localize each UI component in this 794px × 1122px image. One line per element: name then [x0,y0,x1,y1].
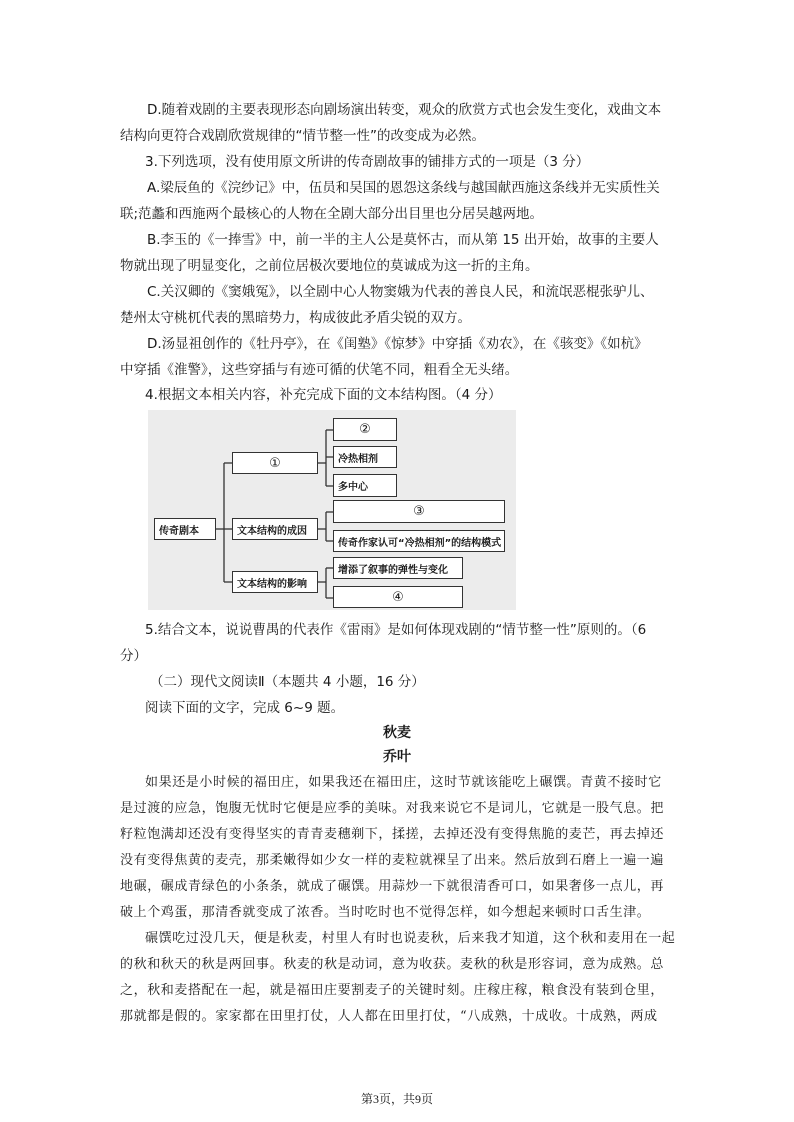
section-2-heading: （二）现代文阅读Ⅱ（本题共 4 小题，16 分） [150,674,425,690]
essay-p1-line-6: 破上个鸡蛋，那清香就变成了浓香。当时吃时也不觉得怎样，如今想起来顿时口舌生津。 [120,905,651,920]
essay-p1-line-1: 如果还是小时候的福田庄，如果我还在福田庄，这时节就该能吃上碾馔。青黄不接时它 [145,775,662,790]
essay-p1-line-3: 籽粒饱满却还没有变得坚实的青青麦穗剃下，揉搓，去掉还没有变得焦脆的麦芒，再去掉还 [120,827,665,842]
q3-option-c-line-1: C.关汉卿的《窦娥冤》，以全剧中心人物窦娥为代表的善良人民，和流氓恶棍张驴儿、 [147,284,654,300]
q3-option-a-line-1: A.梁辰鱼的《浣纱记》中，伍员和吴国的恩怨这条线与越国献西施这条线并无实质性关 [147,180,660,196]
structure-diagram [148,410,516,610]
option-d-line-2: 结构向更符合戏剧欣赏规律的“情节整一性”的改变成为必然。 [120,128,485,144]
essay-p2-line-1: 碾馔吃过没几天，便是秋麦，村里人有时也说麦秋，后来我才知道，这个秋和麦用在一起 [145,931,676,946]
question-4: 4.根据文本相关内容，补充完成下面的文本结构图。（4 分） [145,387,502,403]
essay-p1-line-2: 是过渡的应急，饱腹无忧时它便是应季的美味。对我来说它不是词儿，它就是一股气息。把 [120,801,665,816]
essay-title: 秋麦 [383,725,411,741]
diagram-root: 传奇剧本 [154,518,216,540]
diagram-blank-4: ④ [333,586,463,608]
diagram-structure-cause: 文本结构的成因 [232,518,318,540]
question-5-line-1: 5.结合文本，说说曹禺的代表作《雷雨》是如何体现戏剧的“情节整一性”原则的。（6 [145,622,647,638]
essay-p1-line-4: 没有变得焦黄的麦壳，那柔嫩得如少女一样的麦粒就裸呈了出来。然后放到石磨上一遍一遍 [120,853,665,868]
question-5-line-2: 分） [120,648,147,664]
diagram-leng-re-xiang-ji: 冷热相剂 [333,446,397,468]
q3-option-d-line-2: 中穿插《淮警》，这些穿插与有迹可循的伏笔不同，粗看全无头绪。 [120,362,519,378]
essay-p2-line-2: 的秋和秋天的秋是两回事。秋麦的秋是动词，意为收获。麦秋的秋是形容词，意为成熟。总 [120,957,665,972]
diagram-narrative-flex: 增添了叙事的弹性与变化 [333,557,463,579]
diagram-structure-effect: 文本结构的影响 [232,571,318,593]
q3-option-d-line-1: D.汤显祖创作的《牡丹亭》，在《闺塾》《惊梦》中穿插《劝农》，在《骇变》《如杭》 [147,336,648,352]
diagram-duo-zhongxin: 多中心 [333,474,397,497]
diagram-blank-2: ② [333,418,397,441]
q3-option-a-line-2: 联;范蠡和西施两个最核心的人物在全剧大部分出目里也分居吴越两地。 [120,206,544,222]
q3-option-b-line-2: 物就出现了明显变化，之前位居极次要地位的莫诚成为这一折的主角。 [120,258,539,274]
q3-option-b-line-1: B.李玉的《一捧雪》中，前一半的主人公是莫怀古，而从第 15 出开始，故事的主要人 [147,232,659,248]
question-3: 3.下列选项，没有使用原文所讲的传奇剧故事的铺排方式的一项是（3 分） [145,154,590,170]
essay-p2-line-3: 之，秋和麦搭配在一起，就是福田庄要割麦子的关键时刻。庄稼庄稼，粮食没有装到仓里， [120,983,665,998]
option-d-line-1: D.随着戏剧的主要表现形态向剧场演出转变，观众的欣赏方式也会发生变化，戏曲文本 [147,102,662,118]
q3-option-c-line-2: 楚州太守桃杌代表的黑暗势力，构成彼此矛盾尖锐的双方。 [120,310,471,326]
page-footer: 第3页，共9页 [360,1092,433,1106]
essay-p1-line-5: 地碾，碾成青绿色的小条条，就成了碾馔。用蒜炒一下就很清香可口，如果奢侈一点儿，再 [120,879,665,894]
diagram-blank-1: ① [232,452,318,474]
diagram-structure-mode: 传奇作家认可“冷热相剂”的结构模式 [333,530,505,552]
diagram-blank-3: ③ [333,500,505,523]
essay-author: 乔叶 [383,749,411,765]
essay-p2-line-4: 那就都是假的。家家都在田里打仗，人人都在田里打仗，“八成熟，十成收。十成熟，两成 [120,1009,658,1024]
reading-instruction: 阅读下面的文字，完成 6~9 题。 [145,700,345,716]
